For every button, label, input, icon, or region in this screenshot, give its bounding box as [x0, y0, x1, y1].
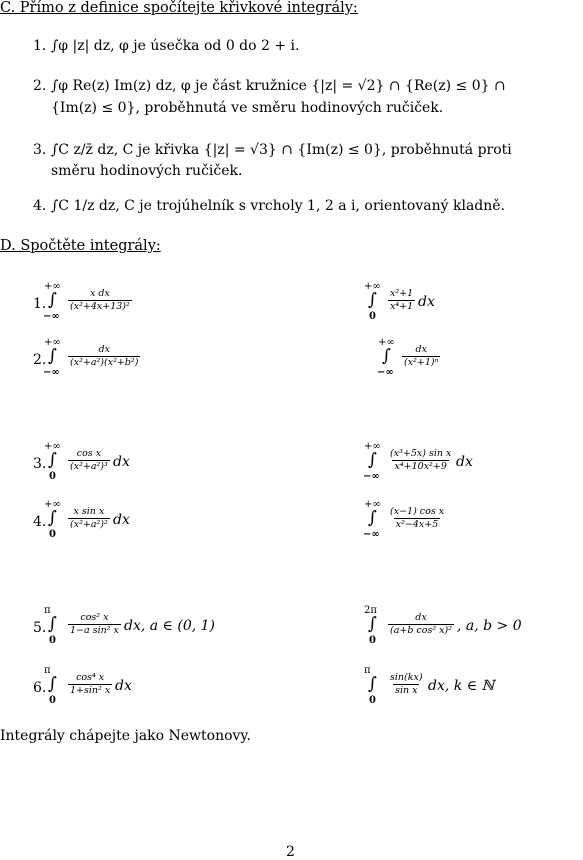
- denominator: (a+b cos² x)²: [390, 625, 453, 636]
- numerator: dx: [98, 344, 110, 355]
- denominator: x⁴+1: [390, 301, 414, 312]
- denominator: sin x: [395, 685, 418, 696]
- integrand-fraction: [388, 507, 446, 530]
- denominator: 1+sin² x: [70, 685, 111, 696]
- denominator: 1−a sin² x: [70, 625, 119, 636]
- integral-sign: ∫: [382, 346, 391, 366]
- integrand-fraction: [68, 613, 121, 636]
- integral-sign: ∫: [48, 614, 57, 634]
- numerator: cos x: [76, 448, 102, 459]
- lower-limit: −∞: [43, 367, 60, 378]
- integral-number: 5.: [33, 620, 47, 636]
- integrand-fraction: [388, 613, 454, 636]
- upper-limit: π: [44, 665, 51, 676]
- integral-tail: dx: [115, 678, 132, 694]
- integrand-fraction: [68, 289, 132, 312]
- c-item-1: 1. ∫φ |z| dz, φ je úsečka od 0 do 2 + i.: [33, 38, 300, 54]
- denominator: x²−4x+5: [395, 519, 439, 530]
- c-item-2: 2. ∫φ Re(z) Im(z) dz, φ je část kružnice {|z| = √2} ∩ {Re(z) ≤ 0} ∩: [33, 78, 506, 94]
- numerator: cos⁴ x: [76, 672, 105, 683]
- c-item-2-cont: {Im(z) ≤ 0}, proběhnutá ve směru hodinových ručiček.: [51, 100, 444, 116]
- integral-number: 6.: [33, 680, 47, 696]
- numerator: dx: [415, 344, 427, 355]
- integral-tail: dx: [113, 454, 130, 470]
- c-item-3: 3. ∫C z/z̄ dz, C je křivka {|z| = √3} ∩ {Im(z) ≤ 0}, proběhnutá proti: [33, 142, 512, 158]
- c-item-4: 4. ∫C 1/z dz, C je trojúhelník s vrcholy 1, 2 a i, orientovaný kladně.: [33, 198, 506, 214]
- lower-limit: 0: [49, 635, 56, 646]
- lower-limit: 0: [49, 529, 56, 540]
- upper-limit: +∞: [44, 499, 61, 510]
- upper-limit: 2π: [364, 605, 377, 616]
- denominator: x⁴+10x²+9: [394, 461, 447, 472]
- integral-sign: ∫: [48, 346, 57, 366]
- c-item-3-cont: směru hodinových ručiček.: [51, 163, 243, 179]
- integral-sign: ∫: [368, 508, 377, 528]
- numerator: (x−1) cos x: [390, 506, 445, 517]
- integrand-fraction: [402, 345, 440, 368]
- numerator: sin(kx): [390, 672, 423, 683]
- integral-sign: ∫: [48, 290, 57, 310]
- integral-tail: dx: [418, 294, 435, 310]
- denominator: (x²+a²)²: [70, 519, 108, 530]
- upper-limit: +∞: [44, 441, 61, 452]
- integral-number: 3.: [33, 456, 47, 472]
- lower-limit: −∞: [363, 529, 380, 540]
- integral-sign: ∫: [368, 614, 377, 634]
- upper-limit: +∞: [364, 441, 381, 452]
- integrand-fraction: [388, 673, 425, 696]
- integral-tail: dx, k ∈ ℕ: [428, 678, 495, 694]
- lower-limit: −∞: [377, 367, 394, 378]
- integral-tail: dx: [456, 454, 473, 470]
- integral-sign: ∫: [48, 450, 57, 470]
- integrand-fraction: [68, 345, 140, 368]
- lower-limit: −∞: [43, 311, 60, 322]
- footer-note: Integrály chápejte jako Newtonovy.: [0, 728, 251, 744]
- upper-limit: π: [364, 665, 371, 676]
- numerator: x²+1: [390, 288, 414, 299]
- integral-tail: dx: [113, 512, 130, 528]
- integrand-fraction: [388, 449, 453, 472]
- upper-limit: +∞: [378, 337, 395, 348]
- lower-limit: 0: [49, 695, 56, 706]
- lower-limit: 0: [369, 635, 376, 646]
- numerator: x sin x: [73, 506, 105, 517]
- section-d-heading: D. Spočtěte integrály:: [0, 238, 161, 254]
- section-c-heading: C. Přímo z definice spočítejte křivkové integrály:: [0, 0, 358, 16]
- upper-limit: π: [44, 605, 51, 616]
- upper-limit: +∞: [44, 281, 61, 292]
- integral-tail: dx, a ∈ (0, 1): [124, 618, 216, 634]
- integral-tail: , a, b > 0: [457, 618, 522, 634]
- denominator: (x²+a²)³: [70, 461, 108, 472]
- integrand-fraction: [68, 673, 112, 696]
- denominator: (x²+4x+13)²: [70, 301, 130, 312]
- integral-number: 2.: [33, 352, 47, 368]
- page-number: 2: [286, 844, 295, 860]
- upper-limit: +∞: [44, 337, 61, 348]
- upper-limit: +∞: [364, 499, 381, 510]
- integral-sign: ∫: [368, 450, 377, 470]
- lower-limit: 0: [49, 471, 56, 482]
- integral-sign: ∫: [48, 674, 57, 694]
- integrand-fraction: [388, 289, 415, 312]
- numerator: x dx: [89, 288, 110, 299]
- denominator: (x²+1)ⁿ: [404, 357, 439, 368]
- integral-number: 4.: [33, 514, 47, 530]
- upper-limit: +∞: [364, 281, 381, 292]
- integral-number: 1.: [33, 296, 47, 312]
- integral-sign: ∫: [368, 290, 377, 310]
- numerator: dx: [415, 612, 427, 623]
- numerator: cos² x: [80, 612, 109, 623]
- integral-sign: ∫: [48, 508, 57, 528]
- lower-limit: 0: [369, 695, 376, 706]
- integrand-fraction: [68, 449, 110, 472]
- numerator: (x³+5x) sin x: [390, 448, 452, 459]
- integral-sign: ∫: [368, 674, 377, 694]
- integrand-fraction: [68, 507, 110, 530]
- lower-limit: 0: [369, 311, 376, 322]
- lower-limit: −∞: [363, 471, 380, 482]
- denominator: (x²+a²)(x²+b²): [70, 357, 139, 368]
